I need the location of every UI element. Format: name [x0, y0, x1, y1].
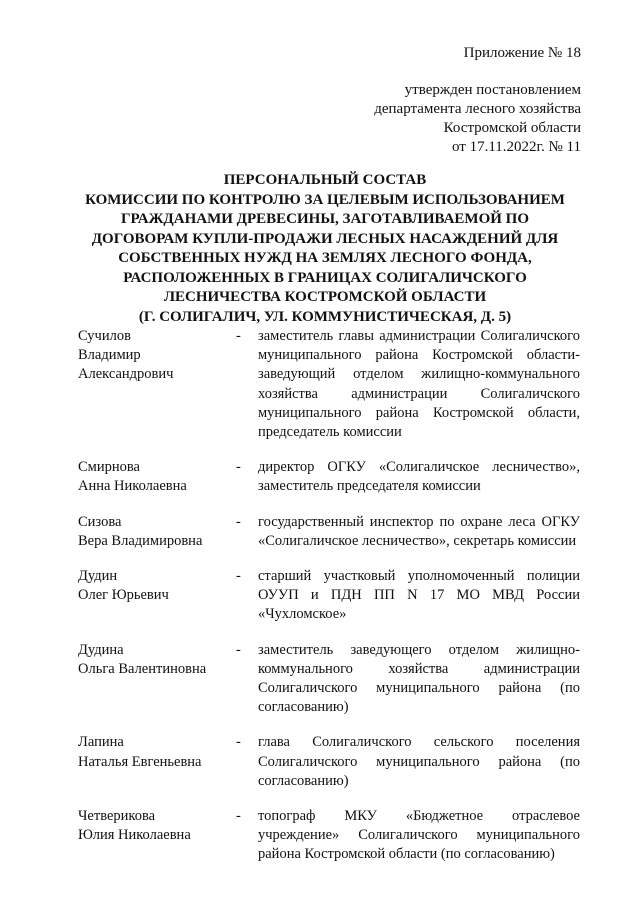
separator-dash: -: [236, 734, 241, 751]
title-line: ДОГОВОРАМ КУПЛИ-ПРОДАЖИ ЛЕСНЫХ НАСАЖДЕНИЙ ДЛЯ: [91, 230, 559, 247]
title-line: КОМИССИИ ПО КОНТРОЛЮ ЗА ЦЕЛЕВЫМ ИСПОЛЬЗОВАНИЕМ: [85, 191, 565, 208]
member-name: [78, 807, 236, 865]
separator-dash: -: [236, 328, 241, 344]
list-item: [78, 733, 580, 791]
list-item: [78, 807, 580, 865]
name-line: Александрович: [78, 366, 174, 383]
name-line: Четверикова: [78, 808, 156, 825]
member-role: заместитель главы администрации Солигаличского муниципального района Костромской области-заведующий отделом жилищно-коммунального хозяйства администрации Солигаличского муниципального района Костромской области, председатель комиссии: [258, 328, 580, 441]
list-item: [78, 513, 580, 551]
name-line: Анна Николаевна: [78, 478, 187, 495]
list-item: [78, 567, 580, 625]
approval-line: департамента лесного хозяйства: [374, 101, 581, 117]
title-line: (Г. СОЛИГАЛИЧ, УЛ. КОММУНИСТИЧЕСКАЯ, Д. 5): [138, 308, 512, 325]
title-line: СОБСТВЕННЫХ НУЖД НА ЗЕМЛЯХ ЛЕСНОГО ФОНДА,: [118, 250, 532, 266]
approval-line: Костромской области: [443, 120, 581, 136]
document-title: [70, 171, 580, 327]
name-line: Сучилов: [78, 328, 131, 344]
member-name: [78, 458, 236, 496]
member-name: [78, 567, 236, 625]
name-line: Ольга Валентиновна: [78, 660, 207, 677]
separator-dash: -: [236, 459, 241, 476]
name-line: Дудин: [78, 568, 118, 585]
name-line: Владимир: [78, 347, 141, 364]
member-role: топограф МКУ «Бюджетное отраслевое учреждение» Солигаличского муниципального района Костромской области (по согласованию): [258, 808, 580, 863]
separator-dash: -: [236, 641, 241, 658]
title-line: РАСПОЛОЖЕННЫХ В ГРАНИЦАХ СОЛИГАЛИЧСКОГО: [123, 269, 527, 286]
members-list: [78, 327, 580, 881]
name-line: Наталья Евгеньевна: [78, 753, 202, 770]
name-line: Юлия Николаевна: [78, 827, 191, 844]
separator-dash: -: [236, 808, 241, 825]
approval-block: [374, 81, 581, 157]
separator-dash: -: [236, 513, 241, 530]
name-line: Сизова: [78, 513, 122, 530]
approval-line: от 17.11.2022г. № 11: [451, 139, 581, 155]
name-line: Вера Владимировна: [78, 532, 203, 549]
member-role: старший участковый уполномоченный полиции ОУУП и ПДН ПП N 17 МО МВД России «Чухломское»: [258, 568, 580, 623]
separator-dash: -: [236, 568, 241, 585]
member-role: заместитель заведующего отделом жилищно-коммунального хозяйства администрации Солигаличского муниципального района (по согласованию): [258, 641, 580, 716]
member-name: [78, 513, 236, 551]
title-line: ГРАЖДАНАМИ ДРЕВЕСИНЫ, ЗАГОТАВЛИВАЕМОЙ ПО: [120, 211, 529, 227]
list-item: [78, 458, 580, 496]
member-name: [78, 641, 236, 718]
member-name: [78, 733, 236, 791]
title-line: ЛЕСНИЧЕСТВА КОСТРОМСКОЙ ОБЛАСТИ: [163, 289, 487, 305]
list-item: [78, 327, 580, 442]
title-line: ПЕРСОНАЛЬНЫЙ СОСТАВ: [223, 172, 427, 188]
annex-number: Приложение № 18: [463, 45, 581, 61]
name-line: Олег Юрьевич: [78, 587, 169, 604]
list-item: [78, 641, 580, 718]
name-line: Дудина: [78, 641, 124, 658]
approval-line: утвержден постановлением: [404, 82, 581, 98]
member-role: глава Солигаличского сельского поселения Солигаличского муниципального района (по согласованию): [258, 734, 580, 789]
member-role: директор ОГКУ «Солигаличское лесничество», заместитель председателя комиссии: [258, 459, 580, 495]
member-role: государственный инспектор по охране леса ОГКУ «Солигаличское лесничество», секретарь комиссии: [258, 513, 580, 549]
name-line: Лапина: [78, 734, 124, 751]
member-name: [78, 327, 236, 442]
name-line: Смирнова: [78, 459, 140, 476]
